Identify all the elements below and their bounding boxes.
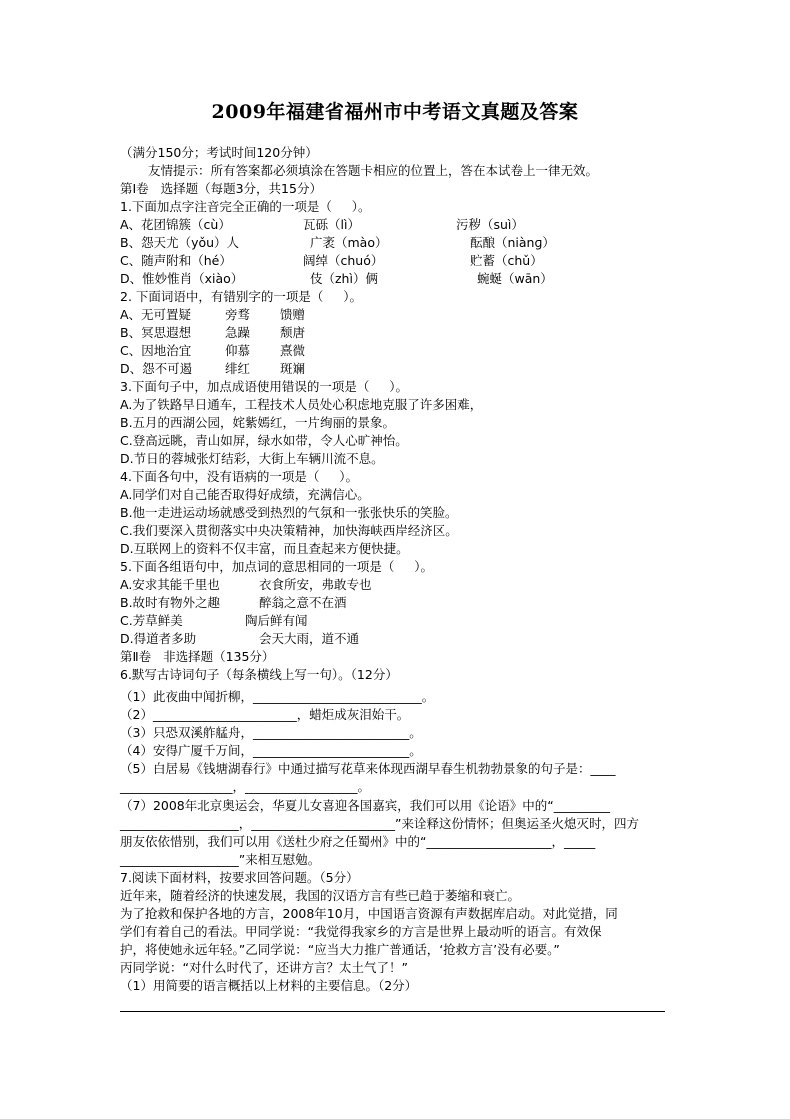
q5-option-a: A.安求其能千里也: [120, 577, 220, 592]
q7-sub-question-1: （1）用简要的语言概括以上材料的主要信息。（2分）: [120, 978, 418, 993]
q6-line-5b: __________________，__________________。: [120, 779, 371, 794]
q6-line-7a: （7）2008年北京奥运会，华夏儿女喜迎各国嘉宾，我们可以用《论语》中的“_________: [120, 798, 610, 813]
q2-option-a-3: 馈赠: [280, 307, 306, 322]
q2-option-d-2: 绯红: [225, 361, 251, 376]
q2-option-d: D、怨不可遏: [120, 361, 193, 376]
q3-option-b: B.五月的西湖公园，姹紫嫣红，一片绚丽的景象。: [120, 415, 396, 430]
q2-option-c-2: 仰慕: [225, 343, 251, 358]
q5-option-c: C.芳草鲜美: [120, 613, 183, 628]
page-title: 2009年福建省福州市中考语文真题及答案: [211, 101, 579, 123]
q5-option-d: D.得道者多助: [120, 631, 197, 646]
q5-option-d-2: 会天大雨，道不通: [259, 631, 360, 646]
q1-option-b-2: 广袤（mào）: [310, 235, 388, 250]
q5-option-c-2: 陶后鲜有闻: [245, 613, 308, 628]
q1-option-b-3: 酝酿（niànɡ）: [470, 235, 555, 250]
q2-option-d-3: 斑斓: [280, 361, 306, 376]
answer-line[interactable]: [120, 1011, 665, 1012]
q1-option-c-3: 贮蓄（chǔ）: [470, 253, 543, 268]
q6-stem: 6.默写古诗词句子（每条横线上写一句）。（12分）: [120, 667, 398, 682]
part1-heading: 第Ⅰ卷 选择题（每题3分，共15分）: [120, 181, 322, 196]
q5-stem: 5.下面各组语句中，加点词的意思相同的一项是（ ）。: [120, 559, 434, 574]
q1-option-d-3: 蜿蜒（wān）: [477, 271, 553, 286]
q3-stem: 3.下面句子中，加点成语使用错误的一项是（ ）。: [120, 379, 409, 394]
q2-option-c: C、因地治宜: [120, 343, 192, 358]
q6-line-4: （4）安得广厦千万间，_________________________。: [120, 743, 422, 758]
q3-option-d: D.节日的蓉城张灯结彩，大街上车辆川流不息。: [120, 451, 384, 466]
q4-option-a: A.同学们对自己能否取得好成绩，充满信心。: [120, 487, 370, 502]
q1-option-a-2: 瓦砾（lì）: [303, 217, 360, 232]
q1-option-c: C、随声附和（hé）: [120, 253, 232, 268]
q6-line-7b: ___________________，_______________________”来诠释这份情怀；但奥运圣火熄灭时，四方: [120, 816, 639, 831]
q2-option-b-3: 颓唐: [280, 325, 306, 340]
q5-option-a-2: 衣食所安，弗敢专也: [259, 577, 372, 592]
q7-stem: 7.阅读下面材料，按要求回答问题。（5分）: [120, 870, 359, 885]
exam-meta: （满分150分；考试时间120分钟）: [120, 145, 318, 160]
q2-option-b: B、冥思遐想: [120, 325, 192, 340]
q2-option-a-2: 旁骛: [225, 307, 251, 322]
q6-line-2: （2）_______________________，蜡炬成灰泪始干。: [120, 707, 410, 722]
q1-option-a: A、花团锦簇（cù）: [120, 217, 231, 232]
q3-option-a: A.为了铁路早日通车，工程技术人员处心积虑地克服了许多困难，: [120, 397, 483, 412]
q6-line-7d: ___________________”来相互慰勉。: [120, 852, 321, 867]
q2-option-c-3: 熹微: [280, 343, 306, 358]
q1-option-d-2: 伎（zhì）俩: [310, 271, 378, 286]
q5-option-b: B.故时有物外之趣: [120, 595, 221, 610]
q4-option-b: B.他一走进运动场就感受到热烈的气氛和一张张快乐的笑脸。: [120, 505, 458, 520]
q1-option-a-3: 污秽（suì）: [456, 217, 524, 232]
q7-paragraph-2: 为了抢救和保护各地的方言，2008年10月，中国语言资源有声数据库启动。对此觉措，同: [120, 906, 618, 921]
q1-option-c-2: 阔绰（chuó）: [303, 253, 384, 268]
q7-paragraph-5: 丙同学说：“对什么时代了，还讲方言？太土气了！”: [120, 960, 408, 975]
q4-option-c: C.我们要深入贯彻落实中央决策精神，加快海峡西岸经济区。: [120, 523, 458, 538]
q6-line-7c: 朋友依依惜别，我们可以用《送杜少府之任蜀州》中的“____________________，_____: [120, 834, 596, 849]
q5-option-b-2: 醉翁之意不在酒: [259, 595, 347, 610]
q4-option-d: D.互联网上的资料不仅丰富，而且查起来方便快捷。: [120, 541, 409, 556]
q2-stem: 2. 下面词语中，有错别字的一项是（ ）。: [120, 289, 363, 304]
q1-option-b: B、怨天尤（yǒu）人: [120, 235, 240, 250]
q3-option-c: C.登高远眺，青山如屏，绿水如带，令人心旷神怡。: [120, 433, 408, 448]
q6-line-1: （1）此夜曲中闻折柳，___________________________。: [120, 689, 435, 704]
notice-text: 友情提示：所有答案都必须填涂在答题卡相应的位置上，答在本试卷上一律无效。: [148, 163, 599, 178]
q7-paragraph-3: 学们有着自己的看法。甲同学说：“我觉得我家乡的方言是世界上最动听的语言。有效保: [120, 924, 602, 939]
q2-option-b-2: 急躁: [225, 325, 251, 340]
part2-heading: 第Ⅱ卷 非选择题（135分）: [120, 649, 275, 664]
q7-paragraph-4: 护，将使她永远年轻。”乙同学说：“应当大力推广普通话，‘抢救方言’没有必要。”: [120, 942, 560, 957]
q2-option-a: A、无可置疑: [120, 307, 192, 322]
q6-line-3: （3）只恐双溪舴艋舟，_________________________。: [120, 725, 422, 740]
q6-line-5a: （5）白居易《钱塘湖春行》中通过描写花草来体现西湖早春生机勃勃景象的句子是：____: [120, 761, 616, 776]
q7-paragraph-1: 近年来，随着经济的快速发展，我国的汉语方言有些已趋于萎缩和衰亡。: [120, 888, 521, 903]
q1-stem: 1.下面加点字注音完全正确的一项是（ ）。: [120, 199, 371, 214]
q1-option-d: D、惟妙惟肖（xiào）: [120, 271, 244, 286]
q4-stem: 4.下面各句中，没有语病的一项是（ ）。: [120, 469, 359, 484]
